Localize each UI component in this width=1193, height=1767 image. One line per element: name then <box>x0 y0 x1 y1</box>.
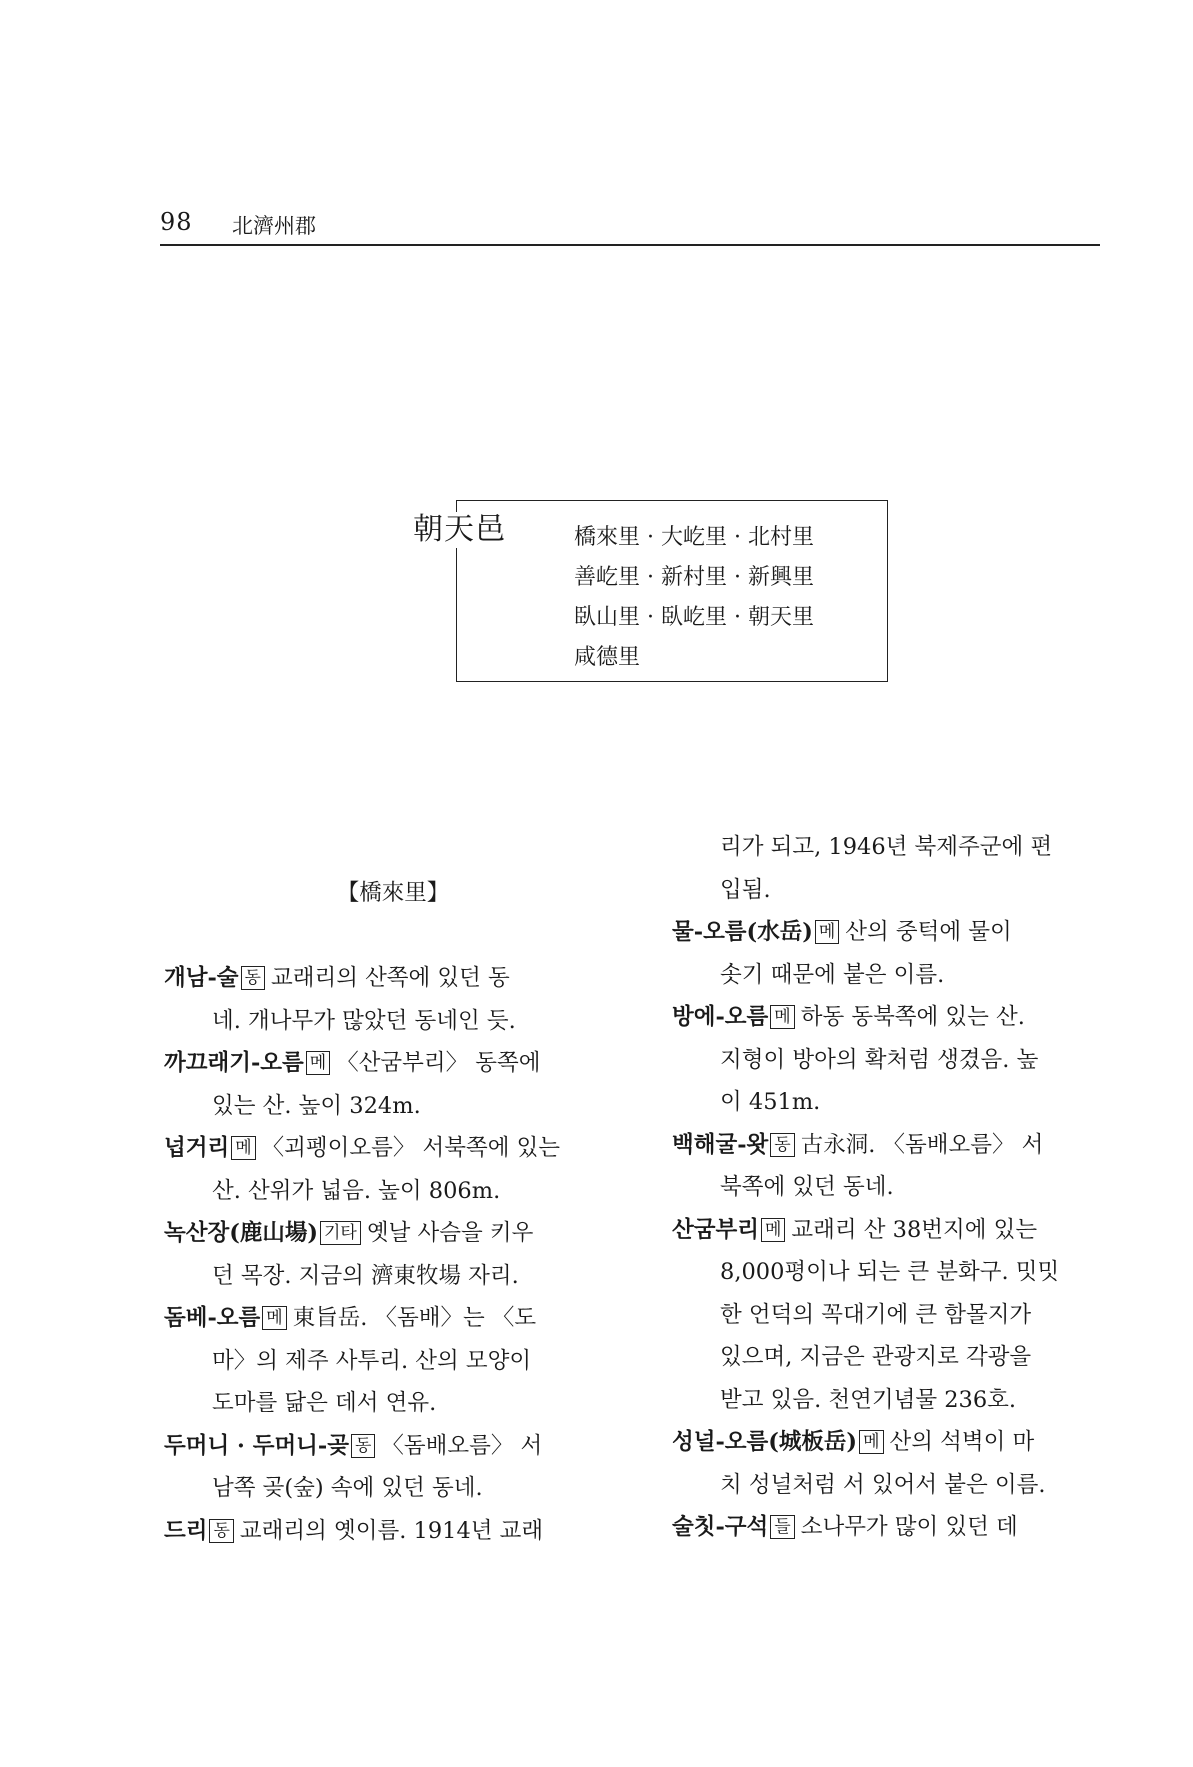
headword: 백해굴-왓 <box>672 1131 769 1158</box>
entry <box>164 1425 622 1510</box>
entry <box>164 1212 622 1297</box>
entry-line <box>672 911 1112 954</box>
page-number: 98 <box>160 208 193 236</box>
entry-line: 북쪽에 있던 동네. <box>720 1174 894 1200</box>
category-tag: 메 <box>761 1218 785 1242</box>
category-tag: 들 <box>770 1515 794 1539</box>
entry-line <box>164 1127 622 1170</box>
entry-line <box>672 1506 1112 1549</box>
entry <box>164 1297 622 1425</box>
entry-line: 있으며, 지금은 관광지로 각광을 <box>720 1344 1032 1370</box>
header-rule <box>160 244 1100 246</box>
village-line: 善屹里 · 新村里 · 新興里 <box>574 565 814 590</box>
section-heading: 【橋來里】 <box>336 880 450 906</box>
entry-line: 8,000평이나 되는 큰 분화구. 밋밋 <box>720 1259 1060 1285</box>
entry-line: 마〉의 제주 사투리. 산의 모양이 <box>212 1347 532 1374</box>
headword: 물-오름(水岳) <box>672 919 813 945</box>
entry-line <box>672 1421 1112 1464</box>
entry-text: 古永洞. 〈돔배오름〉 서 <box>800 1131 1044 1158</box>
category-tag: 메 <box>262 1306 286 1330</box>
entry-text: 東旨岳. 〈돔배〉는 〈도 <box>292 1305 537 1331</box>
entry-line: 입됨. <box>720 876 771 903</box>
entry-line: 리가 되고, 1946년 북제주군에 편 <box>720 834 1053 860</box>
entry-line <box>164 1510 622 1553</box>
left-column <box>164 957 622 1552</box>
category-tag: 동 <box>351 1434 375 1458</box>
entry <box>672 996 1112 1124</box>
village-list <box>574 518 814 678</box>
town-name: 朝天邑 <box>409 512 510 548</box>
entry-text: 〈산굼부리〉 동쪽에 <box>336 1050 541 1076</box>
entry-text: 옛날 사슴을 키우 <box>366 1220 534 1246</box>
entry-line <box>164 957 622 1000</box>
page-header <box>160 208 1100 242</box>
entry-text: 교래리의 산쪽에 있던 동 <box>270 965 510 991</box>
category-tag: 메 <box>859 1430 883 1454</box>
headword: 두머니 · 두머니-곶 <box>164 1432 349 1459</box>
entry-line: 산. 산위가 넓음. 높이 806m. <box>212 1177 501 1204</box>
entry <box>164 1510 622 1553</box>
entry <box>672 1124 1112 1209</box>
entry-line <box>164 1297 622 1340</box>
headword: 까끄래기-오름 <box>164 1050 304 1076</box>
headword: 방에-오름 <box>672 1004 769 1030</box>
headword: 술칫-구석 <box>672 1514 769 1540</box>
entry-text: 교래리의 옛이름. 1914년 교래 <box>239 1517 544 1544</box>
entry <box>164 957 622 1042</box>
entry-line: 이 451m. <box>720 1089 821 1115</box>
entry-line: 한 언덕의 꼭대기에 큰 함몰지가 <box>720 1301 1032 1328</box>
entry-text: 소나무가 많이 있던 데 <box>800 1514 1018 1540</box>
right-column <box>672 826 1112 1549</box>
entry <box>164 1042 622 1127</box>
continuation-entry <box>672 826 1112 911</box>
entry-line: 지형이 방아의 확처럼 생겼음. 높 <box>720 1046 1039 1073</box>
entry-line: 치 성널처럼 서 있어서 붙은 이름. <box>720 1471 1046 1498</box>
entry <box>672 1421 1112 1506</box>
category-tag: 동 <box>209 1519 233 1543</box>
headword: 드리 <box>164 1517 208 1544</box>
entry-line <box>164 1425 622 1468</box>
category-tag: 메 <box>306 1051 330 1075</box>
headword: 산굼부리 <box>672 1216 759 1243</box>
entry-line <box>672 1124 1112 1167</box>
running-title: 北濟州郡 <box>232 214 316 238</box>
category-tag: 기타 <box>320 1221 361 1245</box>
entry-line: 있는 산. 높이 324m. <box>212 1092 421 1119</box>
category-tag: 메 <box>770 1005 794 1029</box>
village-line: 橋來里 · 大屹里 · 北村里 <box>574 525 814 550</box>
entry-text: 교래리 산 38번지에 있는 <box>791 1216 1038 1243</box>
entry-line: 받고 있음. 천연기념물 236호. <box>720 1386 1017 1413</box>
entry-line <box>672 996 1112 1039</box>
category-tag: 메 <box>231 1136 255 1160</box>
headword: 돔베-오름 <box>164 1305 261 1331</box>
category-tag: 동 <box>241 966 265 990</box>
entry-line: 네. 개나무가 많았던 동네인 듯. <box>212 1007 516 1034</box>
category-tag: 메 <box>815 920 839 944</box>
entry-line <box>164 1042 622 1085</box>
entry <box>672 911 1112 996</box>
entry-text: 〈괴펭이오름〉 서북쪽에 있는 <box>261 1135 561 1161</box>
entry <box>672 1506 1112 1549</box>
headword: 성널-오름(城板岳) <box>672 1429 858 1455</box>
entry-text: 산의 중턱에 물이 <box>845 919 1012 945</box>
headword: 넙거리 <box>164 1135 230 1161</box>
entry-line: 남쪽 곶(숲) 속에 있던 동네. <box>212 1475 483 1501</box>
entry <box>672 1209 1112 1422</box>
entry-line <box>164 1212 622 1255</box>
headword: 개남-술 <box>164 965 239 991</box>
entry-line <box>672 1209 1112 1252</box>
village-line: 咸德里 <box>574 645 641 670</box>
entry-text: 〈돔배오름〉 서 <box>381 1432 543 1459</box>
entry-line: 솟기 때문에 붙은 이름. <box>720 961 945 988</box>
entry-text: 하동 동북쪽에 있는 산. <box>800 1004 1025 1030</box>
village-line: 臥山里 · 臥屹里 · 朝天里 <box>574 605 814 630</box>
entry <box>164 1127 622 1212</box>
entry-line: 던 목장. 지금의 濟東牧場 자리. <box>212 1262 519 1289</box>
entry-line: 도마를 닮은 데서 연유. <box>212 1390 437 1416</box>
category-tag: 동 <box>770 1133 794 1157</box>
entry-text: 산의 석벽이 마 <box>889 1429 1035 1455</box>
headword: 녹산장(鹿山場) <box>164 1220 318 1246</box>
